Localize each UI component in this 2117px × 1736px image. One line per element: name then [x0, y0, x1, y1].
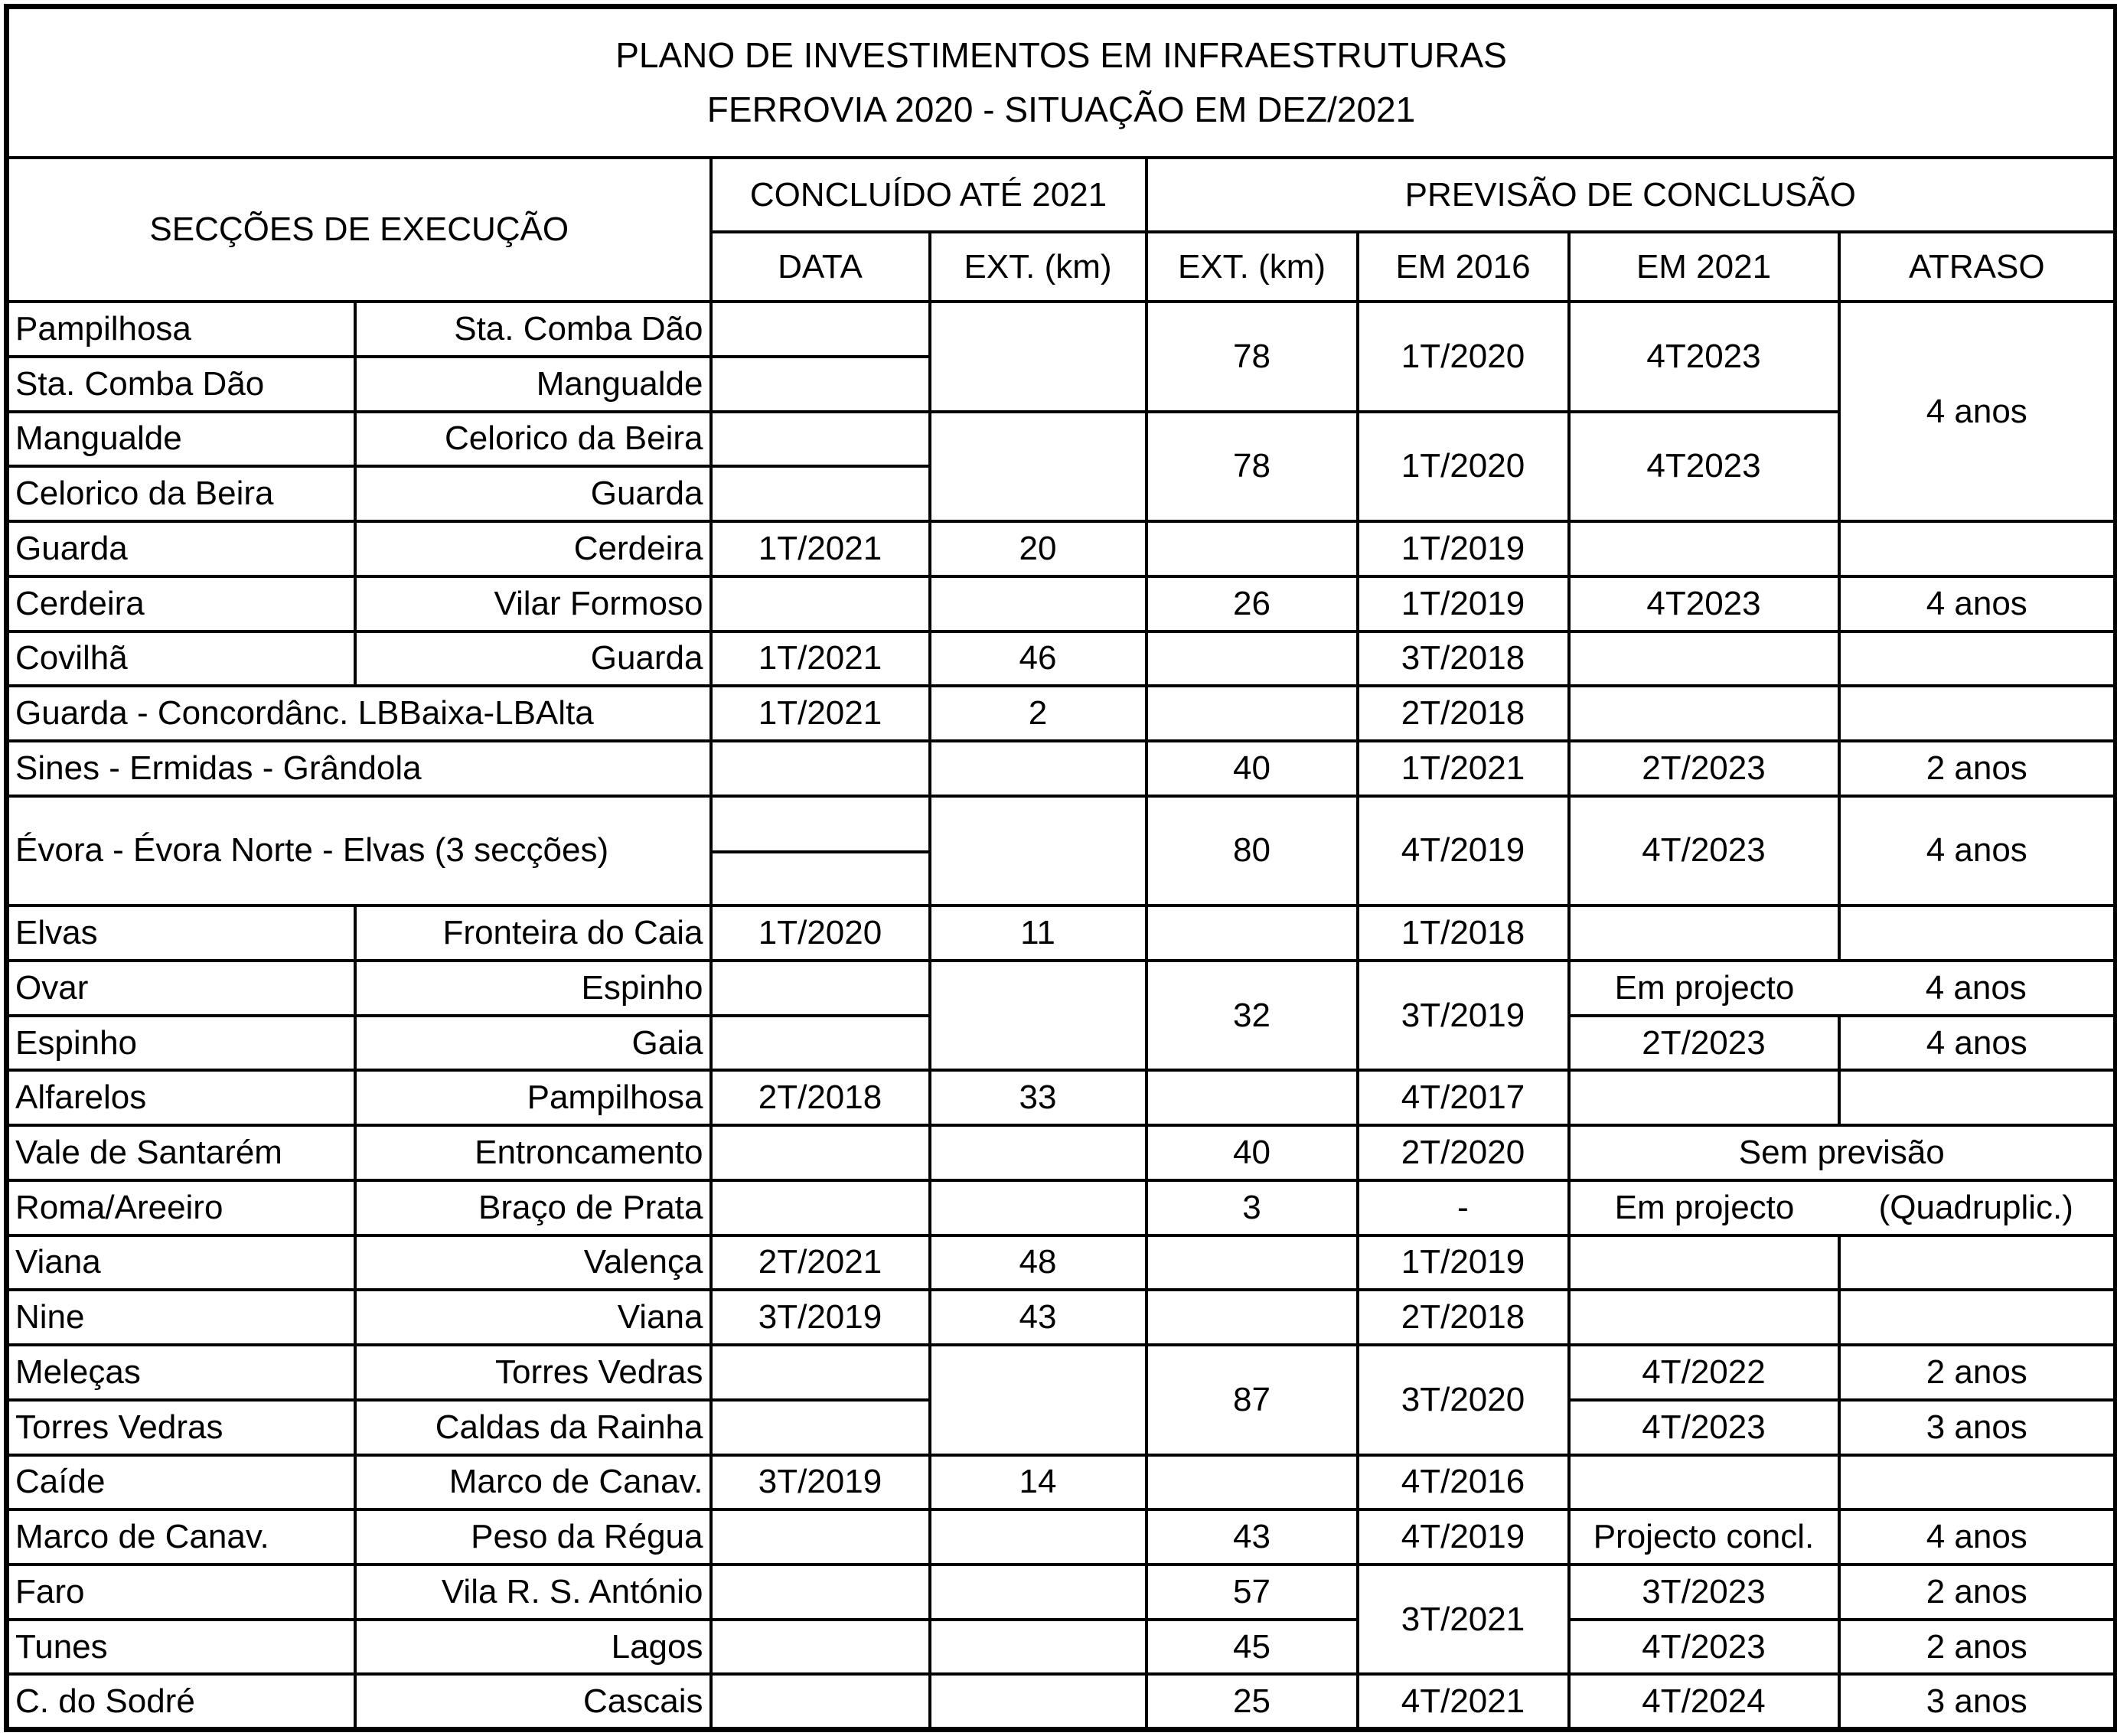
cell-em2016: 1T/2019 [1358, 1235, 1569, 1291]
cell-em2021: 4T2023 [1569, 576, 1839, 631]
section-to: Guarda [355, 631, 711, 687]
section-to: Valença [355, 1235, 711, 1291]
section-to: Vilar Formoso [355, 576, 711, 631]
cell-ext-prev: 43 [1147, 1509, 1358, 1565]
cell-em2021: Sem previsão [1569, 1125, 2116, 1180]
cell-em2016: 3T/2018 [1358, 631, 1569, 687]
cell-data: 2T/2021 [711, 1235, 930, 1291]
section-to: Marco de Canav. [355, 1455, 711, 1510]
cell-data [711, 1674, 930, 1729]
section-to: Lagos [355, 1620, 711, 1675]
section-from: Viana [7, 1235, 355, 1291]
cell-ext-prev: 40 [1147, 741, 1358, 796]
table-row [7, 1674, 2116, 1729]
cell-em2021: 3T/2023 [1569, 1565, 1839, 1620]
cell-ext-prev: 32 [1147, 961, 1358, 1070]
cell-atraso: (Quadruplic.) [1839, 1180, 2116, 1235]
table-row [7, 1620, 2116, 1675]
cell-ext-prev [1147, 906, 1358, 961]
cell-em2021: 4T/2023 [1569, 1400, 1839, 1455]
title-line-1: PLANO DE INVESTIMENTOS EM INFRAESTRUTURAS [615, 34, 1507, 75]
cell-em2016: 1T/2019 [1358, 576, 1569, 631]
section-from: Cerdeira [7, 576, 355, 631]
header-em-2016: EM 2016 [1358, 232, 1569, 302]
cell-data [711, 961, 930, 1016]
section-to: Fronteira do Caia [355, 906, 711, 961]
investment-table [4, 4, 2117, 1732]
cell-em2021: 4T2023 [1569, 302, 1839, 411]
section-from: Vale de Santarém [7, 1125, 355, 1180]
cell-ext-prev: 26 [1147, 576, 1358, 631]
cell-ext: 11 [930, 906, 1147, 961]
cell-atraso [1839, 1290, 2116, 1345]
cell-data [711, 302, 930, 357]
cell-atraso [1839, 1455, 2116, 1510]
cell-atraso: 3 anos [1839, 1400, 2116, 1455]
section-from: Guarda [7, 521, 355, 576]
cell-ext [930, 1565, 1147, 1620]
cell-em2016: 3T/2020 [1358, 1345, 1569, 1454]
cell-ext [930, 1180, 1147, 1235]
header-previsao: PREVISÃO DE CONCLUSÃO [1147, 158, 2116, 232]
cell-data: 3T/2019 [711, 1290, 930, 1345]
section-from: Alfarelos [7, 1070, 355, 1125]
cell-data [711, 357, 930, 412]
cell-data [711, 412, 930, 467]
cell-em2016: 3T/2019 [1358, 961, 1569, 1070]
cell-atraso: 3 anos [1839, 1674, 2116, 1729]
cell-atraso: 4 anos [1839, 1509, 2116, 1565]
cell-atraso: 2 anos [1839, 1345, 2116, 1400]
section-full: Guarda - Concordânc. LBBaixa-LBAlta [7, 686, 711, 741]
cell-atraso: 4 anos [1839, 961, 2116, 1016]
cell-data: 1T/2021 [711, 631, 930, 687]
cell-em2016: 1T/2019 [1358, 521, 1569, 576]
table-row [7, 1345, 2116, 1400]
cell-em2016: 1T/2018 [1358, 906, 1569, 961]
section-from: Caíde [7, 1455, 355, 1510]
section-from: Torres Vedras [7, 1400, 355, 1455]
section-to: Sta. Comba Dão [355, 302, 711, 357]
cell-ext [930, 412, 1147, 521]
section-to: Viana [355, 1290, 711, 1345]
cell-atraso: 4 anos [1839, 576, 2116, 631]
cell-data [711, 1180, 930, 1235]
section-from: Meleças [7, 1345, 355, 1400]
section-from: C. do Sodré [7, 1674, 355, 1729]
title-line-2: FERROVIA 2020 - SITUAÇÃO EM DEZ/2021 [706, 90, 1416, 130]
cell-data [711, 1125, 930, 1180]
section-from: Celorico da Beira [7, 466, 355, 521]
cell-atraso: 2 anos [1839, 1565, 2116, 1620]
section-to: Caldas da Rainha [355, 1400, 711, 1455]
cell-atraso: 4 anos [1839, 302, 2116, 521]
cell-data [711, 1345, 930, 1400]
section-to: Cerdeira [355, 521, 711, 576]
cell-ext-prev [1147, 1235, 1358, 1291]
header-atraso: ATRASO [1839, 232, 2116, 302]
cell-data [711, 1565, 930, 1620]
table-row [7, 1235, 2116, 1291]
header-ext-concluido: EXT. (km) [930, 232, 1147, 302]
table-row [7, 1070, 2116, 1125]
header-ext-previsao: EXT. (km) [1147, 232, 1358, 302]
cell-atraso: 2 anos [1839, 741, 2116, 796]
cell-em2021: 4T/2023 [1569, 796, 1839, 906]
cell-data: 3T/2019 [711, 1455, 930, 1510]
cell-em2021 [1569, 1070, 1839, 1125]
cell-data [711, 576, 930, 631]
section-to: Cascais [355, 1674, 711, 1729]
section-from: Mangualde [7, 412, 355, 467]
section-to: Espinho [355, 961, 711, 1016]
table-row [7, 576, 2116, 631]
cell-ext-prev: 3 [1147, 1180, 1358, 1235]
cell-em2021: 2T/2023 [1569, 741, 1839, 796]
cell-atraso [1839, 1070, 2116, 1125]
cell-em2021: 4T/2024 [1569, 1674, 1839, 1729]
table-row [7, 906, 2116, 961]
cell-em2016: 1T/2021 [1358, 741, 1569, 796]
cell-atraso [1839, 1235, 2116, 1291]
cell-ext-prev: 80 [1147, 796, 1358, 906]
table-row [7, 412, 2116, 467]
section-to: Peso da Régua [355, 1509, 711, 1565]
section-to: Braço de Prata [355, 1180, 711, 1235]
section-from: Tunes [7, 1620, 355, 1675]
cell-em2016: 4T/2019 [1358, 796, 1569, 906]
cell-ext: 48 [930, 1235, 1147, 1291]
header-concluido: CONCLUÍDO ATÉ 2021 [711, 158, 1147, 232]
cell-em2016: 1T/2020 [1358, 412, 1569, 521]
cell-data: 1T/2021 [711, 521, 930, 576]
cell-atraso: 4 anos [1839, 796, 2116, 906]
table-row [7, 1290, 2116, 1345]
cell-ext [930, 1674, 1147, 1729]
section-from: Pampilhosa [7, 302, 355, 357]
cell-ext [930, 302, 1147, 411]
cell-em2021 [1569, 521, 1839, 576]
table-row [7, 741, 2116, 796]
cell-data: 1T/2021 [711, 686, 930, 741]
table-row [7, 302, 2116, 357]
cell-data [711, 1620, 930, 1675]
table-row [7, 631, 2116, 687]
cell-em2021: Em projecto [1569, 1180, 1839, 1235]
cell-em2016: 4T/2021 [1358, 1674, 1569, 1729]
cell-atraso: 2 anos [1839, 1620, 2116, 1675]
cell-ext-prev [1147, 521, 1358, 576]
cell-ext-prev: 78 [1147, 302, 1358, 411]
header-data: DATA [711, 232, 930, 302]
section-from: Faro [7, 1565, 355, 1620]
header-seccoes: SECÇÕES DE EXECUÇÃO [7, 158, 711, 302]
cell-atraso [1839, 521, 2116, 576]
cell-ext [930, 1125, 1147, 1180]
cell-em2021 [1569, 631, 1839, 687]
section-full: Évora - Évora Norte - Elvas (3 secções) [7, 796, 711, 906]
section-from: Sta. Comba Dão [7, 357, 355, 412]
section-to: Vila R. S. António [355, 1565, 711, 1620]
section-to: Gaia [355, 1016, 711, 1071]
table-title [7, 7, 2116, 158]
section-to: Entroncamento [355, 1125, 711, 1180]
cell-ext-prev [1147, 631, 1358, 687]
section-to: Torres Vedras [355, 1345, 711, 1400]
section-to: Mangualde [355, 357, 711, 412]
section-from: Ovar [7, 961, 355, 1016]
cell-data: 2T/2018 [711, 1070, 930, 1125]
cell-atraso: 4 anos [1839, 1016, 2116, 1071]
section-from: Roma/Areeiro [7, 1180, 355, 1235]
section-to: Celorico da Beira [355, 412, 711, 467]
cell-ext: 20 [930, 521, 1147, 576]
table-row [7, 796, 2116, 906]
cell-ext: 46 [930, 631, 1147, 687]
cell-em2016: 2T/2018 [1358, 1290, 1569, 1345]
cell-atraso [1839, 686, 2116, 741]
section-from: Nine [7, 1290, 355, 1345]
cell-em2021 [1569, 1235, 1839, 1291]
section-from: Elvas [7, 906, 355, 961]
table-row [7, 686, 2116, 741]
cell-em2021: 4T/2023 [1569, 1620, 1839, 1675]
cell-ext: 33 [930, 1070, 1147, 1125]
cell-ext [930, 1345, 1147, 1454]
cell-ext-prev [1147, 686, 1358, 741]
section-full: Sines - Ermidas - Grândola [7, 741, 711, 796]
cell-ext-prev: 45 [1147, 1620, 1358, 1675]
cell-ext [930, 1509, 1147, 1565]
section-to: Guarda [355, 466, 711, 521]
section-from: Espinho [7, 1016, 355, 1071]
cell-data [711, 466, 930, 521]
table-row [7, 521, 2116, 576]
cell-atraso [1839, 631, 2116, 687]
table-row [7, 961, 2116, 1016]
header-em-2021: EM 2021 [1569, 232, 1839, 302]
section-from: Covilhã [7, 631, 355, 687]
cell-ext-prev [1147, 1070, 1358, 1125]
table-row [7, 1180, 2116, 1235]
cell-em2021 [1569, 686, 1839, 741]
cell-em2021: 2T/2023 [1569, 1016, 1839, 1071]
cell-ext [930, 741, 1147, 796]
cell-em2016: 1T/2020 [1358, 302, 1569, 411]
cell-atraso [1839, 906, 2116, 961]
table-row [7, 1125, 2116, 1180]
cell-ext [930, 1620, 1147, 1675]
cell-em2016: 4T/2016 [1358, 1455, 1569, 1510]
cell-ext-prev: 40 [1147, 1125, 1358, 1180]
cell-data [711, 1400, 930, 1455]
cell-em2021: 4T/2022 [1569, 1345, 1839, 1400]
cell-ext-prev: 87 [1147, 1345, 1358, 1454]
cell-em2021 [1569, 906, 1839, 961]
cell-ext-prev [1147, 1455, 1358, 1510]
table-row [7, 1509, 2116, 1565]
cell-em2016: - [1358, 1180, 1569, 1235]
cell-data: 1T/2020 [711, 906, 930, 961]
cell-ext: 14 [930, 1455, 1147, 1510]
cell-em2016: 2T/2020 [1358, 1125, 1569, 1180]
cell-ext-prev: 78 [1147, 412, 1358, 521]
cell-data [711, 741, 930, 796]
cell-ext-prev: 25 [1147, 1674, 1358, 1729]
cell-data [711, 1509, 930, 1565]
cell-em2016: 4T/2019 [1358, 1509, 1569, 1565]
cell-ext [930, 961, 1147, 1070]
cell-ext: 2 [930, 686, 1147, 741]
cell-em2021 [1569, 1290, 1839, 1345]
cell-em2016: 3T/2021 [1358, 1565, 1569, 1674]
cell-em2021: Projecto concl. [1569, 1509, 1839, 1565]
table-row [7, 1565, 2116, 1620]
cell-ext-prev [1147, 1290, 1358, 1345]
cell-data [711, 796, 930, 906]
cell-ext: 43 [930, 1290, 1147, 1345]
section-to: Pampilhosa [355, 1070, 711, 1125]
cell-em2021: Em projecto [1569, 961, 1839, 1016]
cell-ext [930, 796, 1147, 906]
cell-ext [930, 576, 1147, 631]
cell-ext-prev: 57 [1147, 1565, 1358, 1620]
section-from: Marco de Canav. [7, 1509, 355, 1565]
cell-em2016: 2T/2018 [1358, 686, 1569, 741]
cell-em2016: 4T/2017 [1358, 1070, 1569, 1125]
cell-data [711, 1016, 930, 1071]
cell-em2021: 4T2023 [1569, 412, 1839, 521]
cell-em2021 [1569, 1455, 1839, 1510]
table-row [7, 1455, 2116, 1510]
